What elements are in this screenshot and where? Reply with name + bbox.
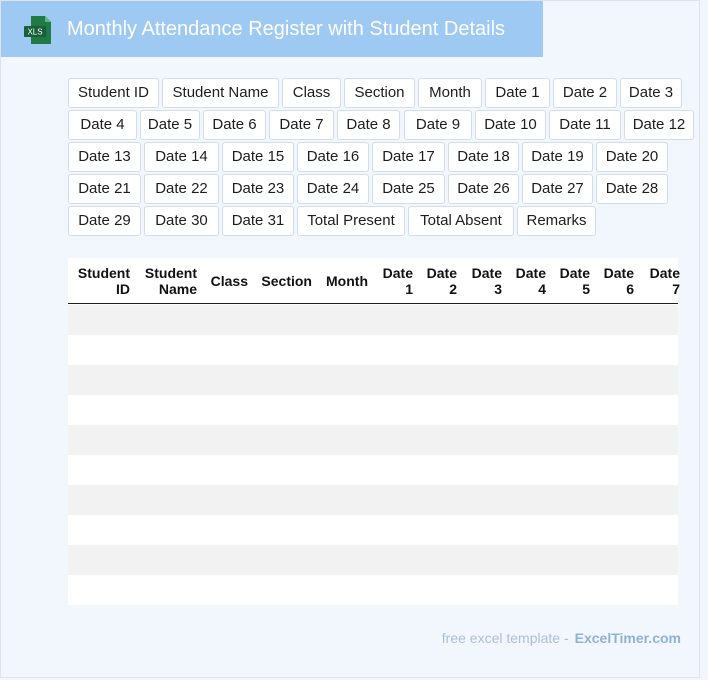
table-row[interactable]: [68, 395, 678, 425]
field-chip-date-1[interactable]: Date 1: [485, 78, 550, 108]
field-chip-date-31[interactable]: Date 31: [222, 206, 294, 236]
field-chip-date-6[interactable]: Date 6: [203, 110, 266, 140]
field-chip-date-18[interactable]: Date 18: [448, 142, 519, 172]
footer-label: free excel template -: [441, 630, 569, 646]
field-chip-section[interactable]: Section: [344, 78, 415, 108]
field-chip-date-29[interactable]: Date 29: [68, 206, 141, 236]
field-chip-date-15[interactable]: Date 15: [222, 142, 294, 172]
column-header[interactable]: Date 5: [559, 265, 590, 297]
field-chip-date-19[interactable]: Date 19: [522, 142, 593, 172]
table-row[interactable]: [68, 545, 678, 575]
field-chip-date-11[interactable]: Date 11: [549, 110, 621, 140]
attendance-table: [68, 258, 678, 605]
field-chip-month[interactable]: Month: [418, 78, 482, 108]
field-chip-date-5[interactable]: Date 5: [140, 110, 200, 140]
field-chip-date-9[interactable]: Date 9: [404, 110, 472, 140]
table-header-row: [68, 258, 678, 304]
footer-brand-link[interactable]: ExcelTimer.com: [574, 630, 681, 646]
field-chip-student-name[interactable]: Student Name: [162, 78, 279, 108]
table-row[interactable]: [68, 365, 678, 395]
column-header[interactable]: Date 2: [426, 265, 457, 297]
table-row[interactable]: [68, 575, 678, 605]
field-chip-date-7[interactable]: Date 7: [269, 110, 334, 140]
column-header[interactable]: Student Name: [144, 265, 197, 297]
field-chip-date-21[interactable]: Date 21: [68, 174, 141, 204]
field-chip-date-20[interactable]: Date 20: [596, 142, 668, 172]
column-header[interactable]: Date 1: [382, 265, 413, 297]
field-chip-date-26[interactable]: Date 26: [448, 174, 519, 204]
column-header[interactable]: Section: [261, 273, 312, 289]
field-chip-date-14[interactable]: Date 14: [144, 142, 219, 172]
table-row[interactable]: [68, 425, 678, 455]
field-chip-date-8[interactable]: Date 8: [337, 110, 400, 140]
field-chip-date-25[interactable]: Date 25: [372, 174, 445, 204]
field-chip-class[interactable]: Class: [282, 78, 341, 108]
field-chip-total-absent[interactable]: Total Absent: [408, 206, 514, 236]
field-chip-date-30[interactable]: Date 30: [144, 206, 219, 236]
table-row[interactable]: [68, 485, 678, 515]
field-chip-date-27[interactable]: Date 27: [522, 174, 593, 204]
table-row[interactable]: [68, 335, 678, 365]
field-chip-remarks[interactable]: Remarks: [517, 206, 596, 236]
title-banner: [1, 1, 543, 57]
footer-credit: [442, 630, 681, 646]
table-row[interactable]: [68, 305, 678, 335]
field-chip-date-12[interactable]: Date 12: [624, 110, 694, 140]
field-chip-date-3[interactable]: Date 3: [620, 78, 682, 108]
field-chip-date-28[interactable]: Date 28: [596, 174, 668, 204]
field-chip-total-present[interactable]: Total Present: [297, 206, 405, 236]
table-row[interactable]: [68, 515, 678, 545]
field-chip-date-4[interactable]: Date 4: [68, 110, 137, 140]
field-chip-date-22[interactable]: Date 22: [144, 174, 219, 204]
table-row[interactable]: [68, 455, 678, 485]
column-header[interactable]: Date 7: [649, 265, 680, 297]
column-header[interactable]: Date 3: [471, 265, 502, 297]
field-chip-date-13[interactable]: Date 13: [68, 142, 141, 172]
field-chip-date-2[interactable]: Date 2: [553, 78, 617, 108]
field-chip-student-id[interactable]: Student ID: [68, 78, 159, 108]
column-header[interactable]: Month: [326, 273, 368, 289]
page-title: Monthly Attendance Register with Student Details: [67, 18, 506, 40]
logo-text: XLS: [27, 27, 43, 37]
field-chip-date-24[interactable]: Date 24: [297, 174, 369, 204]
field-chip-date-17[interactable]: Date 17: [372, 142, 445, 172]
column-header[interactable]: Student ID: [77, 265, 130, 297]
field-chip-date-10[interactable]: Date 10: [475, 110, 546, 140]
field-chip-date-23[interactable]: Date 23: [222, 174, 294, 204]
excel-file-icon: [23, 15, 53, 45]
field-chip-date-16[interactable]: Date 16: [297, 142, 369, 172]
column-header[interactable]: Date 4: [515, 265, 546, 297]
column-header[interactable]: Date 6: [603, 265, 634, 297]
column-header[interactable]: Class: [210, 273, 248, 289]
